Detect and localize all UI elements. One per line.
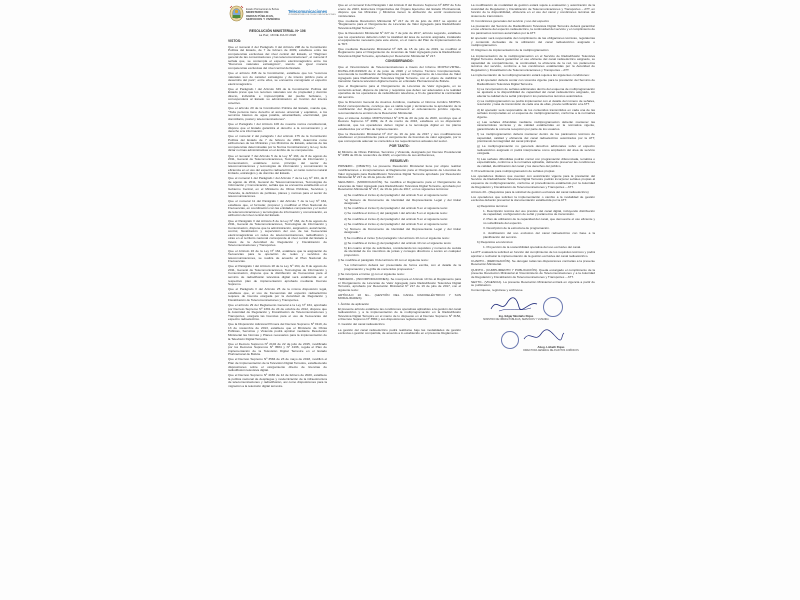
paragraph: Artículo 20.- (Requisitos para la solicitud de gestión exclusiva del canal radioeléctrico) bbox=[471, 189, 589, 194]
paragraph: a) Se modifica el inciso a) del parágrafo I del artículo 5 en el siguiente texto: bbox=[344, 192, 449, 197]
paragraph: "e) Número de Documento de Identidad del Representante Legal y del titular designado." bbox=[344, 226, 461, 235]
paragraph: Que el Parágrafo II del Artículo 8 de la Ley Nº 164, de 8 de agosto de 2011, General de Telecomunicaciones, Tecnologías de Información y Comunicación, dispone que la administración, asignación, autorización, control, fiscalización y supervisión del uso de las frecuencias electromagnéticas en redes de telecomunicaciones, radiodifusión y otras en el territorio nacional corresponde al nivel central del Estado a través de la Autoridad de Regulación y Fiscalización de Telecomunicaciones y Transportes. bbox=[228, 218, 327, 248]
handwritten-signature-icon bbox=[489, 295, 539, 315]
paragraph: La gestión del canal radioeléctrico podrá realizarse bajo las modalidades de gestión exclusiva o gestión compartida, de acuerdo a lo establecido en el presente Reglamento. bbox=[338, 327, 461, 336]
paragraph: Que el numeral 7 del Artículo 5 de la Ley Nº 164, de 8 de agosto de 2011, General de Telecomunicaciones, Tecnologías de Información y Comunicación, establece como principio del sector de telecomunicaciones y tecnologías de información y comunicación la eficiencia en el uso del espectro radioeléctrico, en tanto recurso natural limitado, estratégico y de dominio del Estado. bbox=[228, 153, 327, 176]
column-3 bbox=[471, 4, 595, 596]
paragraph: f) La multiprogramación deberá mantener dentro de los parámetros técnicos de capacidad, calidad y eficiencia del canal radioeléctrico autorizados por la ATT, priorizando la integridad del canal principal. bbox=[477, 132, 595, 144]
logo-subtitle: VICEMINISTERIO DE TELECOMUNICACIONES bbox=[288, 14, 336, 16]
paragraph: La implementación de la multiprogramación estará sujeta a las siguientes condiciones: bbox=[471, 72, 590, 77]
document-header bbox=[228, 4, 336, 26]
paragraph: b) La incorporación de señales adicionales dentro del esquema de multiprogramación se ajustará a la disponibilidad de capacidad del canal radioeléctrico asignado, sin afectar la calidad de la señal principal ni los parámetros técnicos autorizados. bbox=[477, 86, 595, 98]
paragraph: b) Se modifica el inciso b) del parágrafo I del artículo 5 en el siguiente texto: bbox=[344, 206, 449, 211]
paragraph: Que la Resolución Ministerial Nº 227 de 7 de julio de 2017, artículo segundo, establece que los operadores deberán cubrir la totalidad del área de servicio asignada, instalando el equipamiento necesario para este efecto, en el marco del Plan de Implementación de la TDT. bbox=[338, 31, 461, 46]
logo-text: Telecomunicaciones bbox=[288, 9, 328, 14]
ministry-line: MINISTERIO DE bbox=[246, 10, 269, 15]
section-heading: POR TANTO: bbox=[389, 144, 410, 149]
coat-of-arms-icon bbox=[229, 5, 244, 22]
signer-1-role: MINISTRO DE OBRAS PÚBLICAS, SERVICIOS Y VIVIENDA bbox=[483, 317, 549, 321]
paragraph: e) Se modifica el inciso e) del parágrafo I del artículo 5 en el siguiente texto: bbox=[344, 221, 449, 226]
column-2-body bbox=[338, 4, 461, 336]
paragraph: Que el Artículo 16 de la Ley Nº 164, establece que la asignación de frecuencias para la operación de redes y servicios de telecomunicaciones, se realiza de acuerdo al Plan Nacional de Frecuencias. bbox=[228, 248, 327, 264]
column-1-body bbox=[228, 46, 327, 389]
ministry-line: Estado Plurinacional de Bolivia bbox=[246, 8, 279, 11]
paragraph: g) Se modifica el inciso g) del parágrafo I del artículo 10 con el siguiente texto: bbox=[344, 240, 452, 245]
paragraph: Que la Resolución Ministerial Nº 217 de 19 de julio de 2017 y sus modificaciones establecen el procedimiento para el otorgamiento de licencias de valor agregado, por lo que corresponde adecuar su contenido a los requerimientos actuales del sector. bbox=[338, 131, 461, 143]
paragraph: La implementación de la multiprogramación en el Servicio de Radiodifusión Televisiva Digital Terrestre deberá garantizar el uso eficiente del canal radioeléctrico asignado, su capacidad de compartimiento, la continuidad, la eficiencia de la red, los parámetros técnicos del servicio, conforme a las condiciones establecidas por la Autoridad de Regulación y Fiscalización de Telecomunicaciones y Transportes – ATT. bbox=[471, 53, 595, 72]
paragraph: Comuníquese, regístrese y archívese. bbox=[471, 288, 524, 293]
paragraph: El operador será responsable del cumplimiento de las obligaciones técnicas, regulatorias y contenido derivadas de la utilización del canal radioeléctrico asignado o multiprogramación. bbox=[471, 36, 595, 48]
paragraph: 1. Descripción técnica del uso previsto del canal digital, incluyendo distribución de capacidad, configuración de señal y parámetros de transmisión. bbox=[483, 208, 595, 217]
paragraph: i) Se modifica el parágrafo III del artículo 10 con el siguiente texto: bbox=[338, 258, 429, 263]
paragraph: V. Procedimiento para multiprogramación de señales propias bbox=[471, 168, 555, 173]
column-1 bbox=[228, 4, 336, 596]
paragraph: Que mediante Resolución Ministerial Nº 326 de 15 de julio de 2019, se modificó el Reglamento para el Otorgamiento de Licencias de Valor Agregado para la Radiodifusión Televisiva Digital Terrestre, aprobado por Resolución Ministerial Nº 217. bbox=[338, 46, 461, 58]
paragraph: e) Las señales difundidas mediante multiprogramación deberán mantener las características técnicas y de calidad establecidas en la normativa vigente, garantizando la correcta recepción por parte de los usuarios. bbox=[477, 119, 595, 131]
paragraph: Que el Parágrafo II del Artículo 25 de la misma disposición legal, establece que, el uso de frecuencias del espectro radioeléctrico requiere de licencia otorgada por la Autoridad de Regulación y Fiscalización de Telecomunicaciones y Transportes. bbox=[228, 287, 327, 302]
ministry-name bbox=[246, 8, 286, 22]
paragraph: PRIMERO.- (OBJETO). La presente Resolución Ministerial tiene por objeto realizar modificaciones e incorporaciones al Reglamento para el Otorgamiento de Licencias de Valor Agregado para Radiodifusión Televisiva Digital Terrestre aprobado por Resolución Ministerial Nº 217 de 19 de julio de 2017. bbox=[338, 164, 461, 180]
paragraph: SEGUNDO.- (MODIFICACIÓN). Se modifica el Reglamento para el Otorgamiento de Licencias de Valor Agregado para Radiodifusión Televisiva Digital Terrestre, aprobado por Resolución Ministerial Nº 217, de 19 de julio de 2017, en los siguientes términos: bbox=[338, 180, 461, 192]
paragraph: b) Requisitos económicos: bbox=[477, 239, 514, 244]
paragraph: f) Se modifica el inciso f) del parágrafo I del artículo 10 con el siguiente texto: bbox=[344, 235, 450, 240]
signer-2-name: Abog. Lizbeth Rojas bbox=[537, 345, 565, 349]
paragraph: g) La multiprogramación no generará derechos adicionales sobre el espectro radioeléctrico asignado ni podrá interpretarse como ampliación del área de servicio otorgada. bbox=[477, 144, 595, 156]
paragraph: Que mediante Resolución Ministerial Nº 217 de 19 de julio de 2017 se aprobó el "Reglamento para el Otorgamiento de Licencias de Valor Agregado para Radiodifusión Televisiva Digital Terrestre". bbox=[338, 18, 461, 30]
paragraph: 4. Justificación del uso exclusivo del canal radioeléctrico con base a la planificación del servicio. bbox=[483, 231, 595, 239]
paragraph: Que el artículo 20 de la Constitución Política del Estado, manda que, "Toda persona tiene derecho al acceso universal y equitativo, a los servicios básicos de agua potable, alcantarillado, electricidad, gas domiciliario, postal y telecomunicaciones". bbox=[228, 106, 327, 121]
signer-2-role: DIRECTORA GENERAL DE ASUNTOS JURÍDICOS bbox=[523, 348, 579, 352]
paragraph: QUINTO.- (CUMPLIMIENTO Y PUBLICACIÓN). Queda encargado el cumplimiento de la presente Resolución Ministerial al Viceministerio de Telecomunicaciones y a la Autoridad de Regulación y Fiscalización de Telecomunicaciones y Transportes – ATT. bbox=[471, 267, 595, 279]
paragraph: SEXTO.- (VIGENCIA). La presente Resolución Ministerial entrará en vigencia a partir de su publicación. bbox=[471, 279, 595, 288]
paragraph: Que el numeral 2 del parágrafo I del artículo 175 de la Constitución Política del Estado de 7 de febrero de 2009, determina como atribuciones de las Ministras y los Ministros de Estado, además de las competencias determinadas por la Norma Constitucional y la Ley, la de dictar normas administrativas en el ámbito de su competencia. bbox=[228, 134, 327, 153]
paragraph: a) Requisitos técnicos: bbox=[477, 203, 509, 208]
paragraph: La prestación del Servicio de Radiodifusión Televisiva Digital Terrestre deberá garantizar el uso eficiente del espectro radioeléctrico, la continuidad del servicio y el cumplimiento de los parámetros técnicos autorizados por la ATT. bbox=[471, 23, 595, 36]
paragraph: d) Se modifica el inciso d) del parágrafo I del artículo 5 en el siguiente texto: bbox=[344, 216, 449, 221]
paragraph: Que el numeral 2 del Parágrafo II del Artículo 298 de la Constitución Política del Estado, de 7 de febrero de 2009, establece entre las competencias exclusivas del nivel central del Estado, el "Régimen general de las comunicaciones y las telecomunicaciones", el numeral 3 señala que, se contempla el espectro electromagnético entre los "Recursos naturales estratégicos", siendo de igual manera competencias exclusivas del nivel central del Estado. bbox=[228, 44, 327, 70]
paragraph: I. Ámbito de aplicación bbox=[338, 301, 370, 306]
paragraph: CUARTO.- (DEROGACIÓN). Se derogan todas las disposiciones contrarias a la presente Resolución Ministerial. bbox=[471, 258, 595, 267]
paragraph: Que el sistema Jurídico MOPSV-DGAJ Nº 278 de 20 de julio de 2020, concluye que el Decreto Supremo Nº 2689, de 8 de marzo de 2016, establece en su disposición adicional, que los operadores deben migrar a la tecnología digital en los plazos establecidos por el Plan de Implementación. bbox=[338, 115, 461, 131]
paragraph: j) Se incorpora el inciso g) con el siguiente texto: bbox=[338, 271, 405, 276]
paragraph: La modificación de modalidad de gestión estará sujeta a evaluación y autorización de la Autoridad de Regulación y Fiscalización de Telecomunicaciones y Transportes – ATT, en función de la disponibilidad, eficiencia en el uso del canal y condiciones técnicas del sistema de transmisión. bbox=[471, 3, 595, 18]
paragraph: Que el numeral 11 del Parágrafo I del Artículo 7 de la Ley Nº 164, establece que, el formular, proponer y modificar el Plan Nacional de Frecuencias, en coordinación con las entidades competentes y el sector de telecomunicaciones y tecnologías de información y comunicación, es atribución del nivel central del Estado. bbox=[228, 199, 327, 218]
paragraph: Los operadores titulares que cuenten con autorización vigente para la prestación del Servicio de Radiodifusión Televisiva Digital Terrestre podrán incorporar señales propias al esquema de multiprogramación, conforme al procedimiento establecido por la Autoridad de Regulación y Fiscalización de Telecomunicaciones y Transportes – ATT. bbox=[471, 173, 595, 189]
resolution-date: La Paz, 18 DE JULIO 2020 bbox=[258, 32, 297, 37]
paragraph: ARTÍCULO 10 bis.- (GESTIÓN DEL CANAL RADIOELÉCTRICO Y SUS MODALIDADES) bbox=[338, 292, 461, 301]
paragraph: Que el numeral 1 del Parágrafo I del Artículo 7 de la Ley Nº 164, de 8 de agosto de 2011, General de Telecomunicaciones, Tecnologías de Información y Comunicación, señala que se encuentra establecido en el Gobierno Central, en el Ministerio de Obras Públicas, Servicios y Vivienda, la definición de políticas, planes y normas para el sector de telecomunicaciones. bbox=[228, 176, 327, 199]
ministry-line: OBRAS PÚBLICAS, bbox=[246, 13, 274, 18]
paragraph: h) Las señales difundidas podrán contar con programación diferenciada, temática o especializada, conforme a la normativa aplicable, debiendo preservar las condiciones de calidad, identificación del canal y los derechos del público. bbox=[477, 156, 595, 168]
paragraph: "La información deberá ser presentada de forma escrita, con el detalle de la programación y la grilla de contenidos propuestos." bbox=[344, 263, 461, 271]
paragraph: El Ministro de Obras Públicas, Servicios y Vivienda, designado por Decreto Presidencial Nº 4389 de 09 de noviembre de 2020, en ejercicio de sus atribuciones, bbox=[338, 149, 461, 158]
official-stamp-icon bbox=[543, 297, 563, 317]
signer-1-name: Ing. Edgar Montaño Rojas bbox=[498, 314, 534, 318]
paragraph: Que la Disposición Adicional Primera del Decreto Supremo Nº 0119, de 13 de noviembre de 2013, establece que el Ministerio de Obras Públicas, Servicios y Vivienda podrá aprobar mediante Resolución Ministerial las Normas y Planes necesarios para la implementación de la Televisión Digital Terrestre. bbox=[228, 322, 327, 341]
signature-area bbox=[471, 295, 595, 365]
paragraph: Que el artículo 29 del Reglamento General a la Ley Nº 164, aprobado por Decreto Supremo Nº 1391 de 24 de octubre de 2012, dispone que la Autoridad de Regulación y Fiscalización de Telecomunicaciones y Transportes, otorgará las licencias para el uso de frecuencias del espectro radioeléctrico. bbox=[228, 303, 327, 322]
ministry-line: SERVICIOS Y VIVIENDA bbox=[246, 17, 281, 22]
paragraph: Que el Viceministerio de Telecomunicaciones a través del Informe MOPSV-VMTEL-DGTEL-INF-03/2020 de 2 de junio de 2020 y el Informe Técnico Complementario, recomienda la modificación del Reglamento para el Otorgamiento de Licencias de Valor Agregado para Radiodifusión Televisiva Digital Terrestre, con el objeto de viabilizar la transición hacia la televisión digital terrestre en el Estado Plurinacional de Bolivia. bbox=[338, 64, 461, 84]
paragraph: Que el Parágrafo I del Artículo 349 de la Constitución Política del Estado prevé que los recursos naturales son de propiedad y dominio directo, indivisible e imprescriptible del pueblo boliviano, y corresponderá al Estado su administración en función del interés colectivo. bbox=[228, 86, 327, 106]
paragraph: Los operadores que soliciten la implementación o cambio a la modalidad de gestión exclusiva deberán presentar la documentación establecida por la ATT. bbox=[471, 194, 595, 203]
paragraph: IV. Régimen de implementación de la multiprogramación bbox=[471, 48, 549, 53]
paragraph: h) En cuanto al tipo de solicitudes, considerando los requisitos y numeros de cedula de identidad de los miembros de juntas y consejos directivos o socios en cualquier proporción. bbox=[344, 245, 461, 257]
paragraph: Que en el numeral 9 del Parágrafo I del Artículo 8 del Decreto Supremo Nº 4857 de 6 de enero de 2023, Estructura Organizativa del Órgano Ejecutivo del Estado Plurinacional, dispone que las Ministras y Ministros tienen la atribución de emitir resoluciones ministeriales. bbox=[338, 3, 461, 18]
paragraph: El presente artículo establece las condiciones operativas aplicables a la gestión del canal radioeléctrico y a la implementación de la multiprogramación en la Radiodifusión Televisiva Digital Terrestre en el marco de lo dispuesto en el Decreto Supremo Nº 3152, el Decreto Supremo Nº 3584 y sus disposiciones reglamentarias. bbox=[338, 306, 461, 322]
section-heading: VISTOS: bbox=[228, 39, 242, 44]
paragraph: c) Se modifica el inciso c) del parágrafo I del artículo 5 en el siguiente texto: bbox=[344, 211, 448, 216]
telecom-logo bbox=[288, 9, 336, 19]
column-3-body bbox=[471, 4, 595, 293]
paragraph: Que el Parágrafo I del Artículo 106 de nuestra norma constitucional, dispone que el Estado garantiza el derecho a la comunicación y el derecho a la información. bbox=[228, 121, 327, 134]
paragraph: Que el Parágrafo I del Artículo 18 de la Ley Nº 164, de 8 de agosto de 2011, General de Telecomunicaciones, Tecnologías de Información y Comunicación, dispone que la distribución de frecuencias para el servicio de radiodifusión televisiva digital será establecida en el respectivo plan de implementación aprobado mediante Decreto Supremo. bbox=[228, 264, 327, 287]
paragraph: TERCERO.- (INCORPORACIONES). Se incorpora el Artículo 10 bis al Reglamento para el Otorgamiento de Licencias de Valor Agregado para Radiodifusión Televisiva Digital Terrestre, aprobado por Resolución Ministerial Nº 217 de 19 de julio de 2017, con el siguiente texto: bbox=[338, 277, 461, 292]
paragraph: "a) Número de Documento de Identidad del Representante Legal y del titular designado." bbox=[344, 197, 461, 206]
paragraph: Que la Dirección General de Asuntos Jurídicos, mediante el Informe Jurídico MOPSV-DGAJ correspondiente, concluye que es viable legal y técnicamente la aprobación de la modificación del Reglamento, al no contravenir el ordenamiento jurídico vigente, recomendando la emisión de la Resolución Ministerial. bbox=[338, 100, 461, 115]
handwritten-signature-icon bbox=[521, 327, 566, 345]
paragraph: Que el Decreto Supremo Nº 3584 de 23 de mayo de 2018, modificó el Plan de Implementación de la Televisión Digital Terrestre, estableciendo disposiciones sobre el otorgamiento directo de licencias de radiodifusión televisiva digital. bbox=[228, 357, 327, 373]
paragraph: Que el Decreto Supremo Nº 2102 de 22 de julio de 2015, modificado por los Decretos Supremos Nº 3584 y Nº 4166, regula el Plan de Implementación de la Televisión Digital Terrestre en el Estado Plurinacional de Bolivia. bbox=[228, 341, 327, 357]
paragraph: 1. Proyección de la sostenibilidad operativa del uso exclusivo del canal. bbox=[483, 245, 582, 250]
column-2 bbox=[338, 4, 461, 596]
paragraph: Que el Reglamento para el Otorgamiento de Licencias de Valor Agregado, en su contenido actual, dispone de plazos y requisitos que deben ser adecuados a la realidad operativa de los operadores de radiodifusión televisiva, a fin de garantizar la continuidad del servicio. bbox=[338, 84, 461, 99]
paragraph: d) El operador será responsable de los contenidos transmitidos en cada una de las señales incorporadas en el esquema de multiprogramación, conforme a la normativa vigente. bbox=[477, 107, 595, 119]
paragraph: La ATT evaluará la solicitud en función del cumplimiento de los requisitos técnicos y podrá aprobar o rechazar la implementación de la gestión exclusiva del canal radioeléctrico. bbox=[471, 250, 595, 258]
resolution-title: RESOLUCIÓN MINISTERIAL Nº 106 bbox=[249, 29, 306, 33]
paragraph: 2. Plan de utilización de la capacidad del canal, que demuestre el uso eficiente y no subutilizado del espectro. bbox=[483, 217, 595, 225]
paragraph: Que el artículo 348 de la Constitución, establece que los "recursos naturales son de carácter estratégico y de interés público para el desarrollo del país", entre ellos, se encuentra consignado el espectro electromagnético. bbox=[228, 71, 327, 86]
section-heading: CONSIDERANDO: bbox=[385, 59, 414, 64]
paragraph: III. Condiciones generales del servicio y uso del espectro bbox=[471, 18, 550, 23]
paragraph: a) El operador deberá contar con Licencia vigente para la prestación del Servicio de Radiodifusión Televisiva Digital Terrestre. bbox=[477, 78, 595, 86]
paragraph: Que el Decreto Supremo Nº 4166 de 12 de febrero de 2020, establece la política nacional de despliegue y modernización de la infraestructura de telecomunicaciones y radiodifusión, así como disposiciones para la migración a la televisión digital terrestre. bbox=[228, 373, 327, 388]
paragraph: c) La multiprogramación se podrá implementar con el detalle del número de señales, resolución y tasa de transmisión de cada una de ellas, previa notificación a la ATT. bbox=[477, 98, 595, 107]
section-heading: RESUELVE: bbox=[390, 158, 409, 163]
paragraph: 3. Descripción de la estructura de programación. bbox=[483, 226, 550, 231]
paragraph: II. Gestión del canal radioeléctrico bbox=[338, 322, 385, 327]
